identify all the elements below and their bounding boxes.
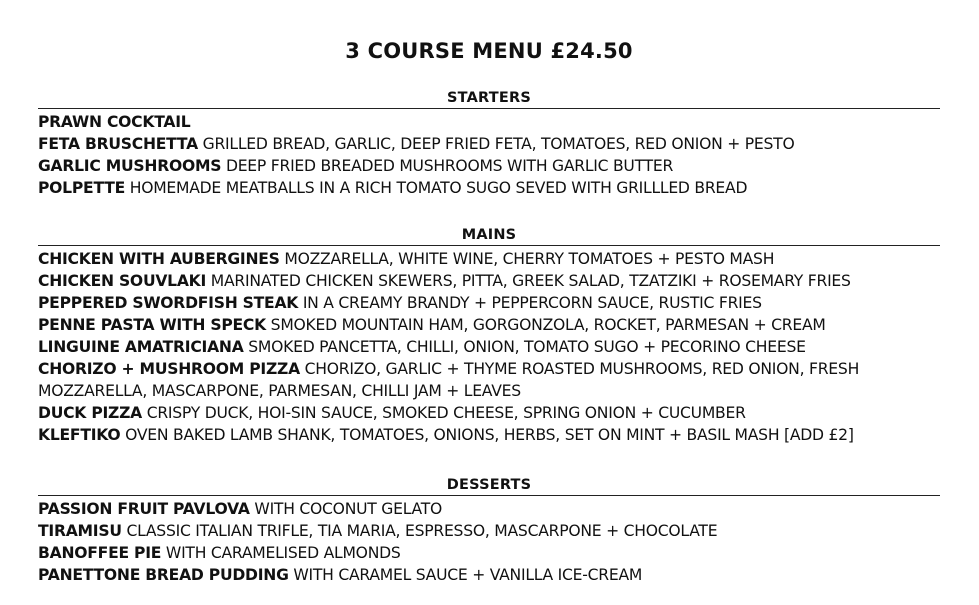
mains-section bbox=[38, 226, 940, 446]
item-name: CHORIZO + MUSHROOM PIZZA bbox=[38, 360, 300, 378]
item-description: WITH CARAMEL SAUCE + VANILLA ICE-CREAM bbox=[293, 566, 643, 584]
item-name: PASSION FRUIT PAVLOVA bbox=[38, 500, 250, 518]
item-description: WITH CARAMELISED ALMONDS bbox=[165, 544, 401, 562]
item-description: CRISPY DUCK, HOI-SIN SAUCE, SMOKED CHEESE, SPRING ONION + CUCUMBER bbox=[146, 404, 746, 422]
menu-item bbox=[38, 564, 940, 586]
item-description: IN A CREAMY BRANDY + PEPPERCORN SAUCE, RUSTIC FRIES bbox=[302, 294, 762, 312]
menu-item bbox=[38, 270, 940, 292]
desserts-heading: DESSERTS bbox=[38, 476, 940, 496]
menu-item bbox=[38, 248, 940, 270]
item-name: TIRAMISU bbox=[38, 522, 122, 540]
item-name: CHICKEN SOUVLAKI bbox=[38, 272, 207, 290]
menu-item bbox=[38, 177, 940, 199]
item-name: PENNE PASTA WITH SPECK bbox=[38, 316, 266, 334]
item-description: SMOKED MOUNTAIN HAM, GORGONZOLA, ROCKET, PARMESAN + CREAM bbox=[270, 316, 826, 334]
item-name: PEPPERED SWORDFISH STEAK bbox=[38, 294, 299, 312]
item-name: BANOFFEE PIE bbox=[38, 544, 162, 562]
menu-item bbox=[38, 542, 940, 564]
mains-heading: MAINS bbox=[38, 226, 940, 246]
item-name: LINGUINE AMATRICIANA bbox=[38, 338, 244, 356]
item-description: CHORIZO, GARLIC + THYME ROASTED MUSHROOMS, RED ONION, FRESH MOZZARELLA, MASCARPONE, PARMESAN, CHILLI JAM + LEAVES bbox=[38, 360, 860, 400]
item-name: FETA BRUSCHETTA bbox=[38, 135, 198, 153]
menu-item bbox=[38, 292, 940, 314]
mains-list bbox=[38, 248, 940, 446]
menu-item bbox=[38, 402, 940, 424]
starters-list bbox=[38, 111, 940, 199]
starters-heading: STARTERS bbox=[38, 89, 940, 109]
menu-item bbox=[38, 520, 940, 542]
desserts-section bbox=[38, 476, 940, 586]
menu-item bbox=[38, 155, 940, 177]
item-description: SMOKED PANCETTA, CHILLI, ONION, TOMATO SUGO + PECORINO CHEESE bbox=[248, 338, 806, 356]
item-name: PANETTONE BREAD PUDDING bbox=[38, 566, 289, 584]
menu-item bbox=[38, 133, 940, 155]
item-description: HOMEMADE MEATBALLS IN A RICH TOMATO SUGO SEVED WITH GRILLLED BREAD bbox=[129, 179, 748, 197]
item-name: GARLIC MUSHROOMS bbox=[38, 157, 222, 175]
page-title: 3 COURSE MENU £24.50 bbox=[345, 39, 633, 63]
item-name: POLPETTE bbox=[38, 179, 125, 197]
starters-section bbox=[38, 89, 940, 199]
menu-item bbox=[38, 358, 940, 402]
item-name: PRAWN COCKTAIL bbox=[38, 113, 191, 131]
menu-item bbox=[38, 111, 940, 133]
item-name: DUCK PIZZA bbox=[38, 404, 142, 422]
item-description: GRILLED BREAD, GARLIC, DEEP FRIED FETA, TOMATOES, RED ONION + PESTO bbox=[202, 135, 795, 153]
item-name: CHICKEN WITH AUBERGINES bbox=[38, 250, 280, 268]
item-description: OVEN BAKED LAMB SHANK, TOMATOES, ONIONS, HERBS, SET ON MINT + BASIL MASH [ADD £2] bbox=[125, 426, 854, 444]
desserts-list bbox=[38, 498, 940, 586]
item-description: DEEP FRIED BREADED MUSHROOMS WITH GARLIC BUTTER bbox=[225, 157, 674, 175]
item-description: CLASSIC ITALIAN TRIFLE, TIA MARIA, ESPRESSO, MASCARPONE + CHOCOLATE bbox=[126, 522, 718, 540]
menu-item bbox=[38, 314, 940, 336]
item-name: KLEFTIKO bbox=[38, 426, 121, 444]
item-description: MOZZARELLA, WHITE WINE, CHERRY TOMATOES + PESTO MASH bbox=[284, 250, 775, 268]
menu-item bbox=[38, 498, 940, 520]
item-description: WITH COCONUT GELATO bbox=[254, 500, 443, 518]
menu-item bbox=[38, 336, 940, 358]
item-description: MARINATED CHICKEN SKEWERS, PITTA, GREEK SALAD, TZATZIKI + ROSEMARY FRIES bbox=[210, 272, 851, 290]
menu-item bbox=[38, 424, 940, 446]
